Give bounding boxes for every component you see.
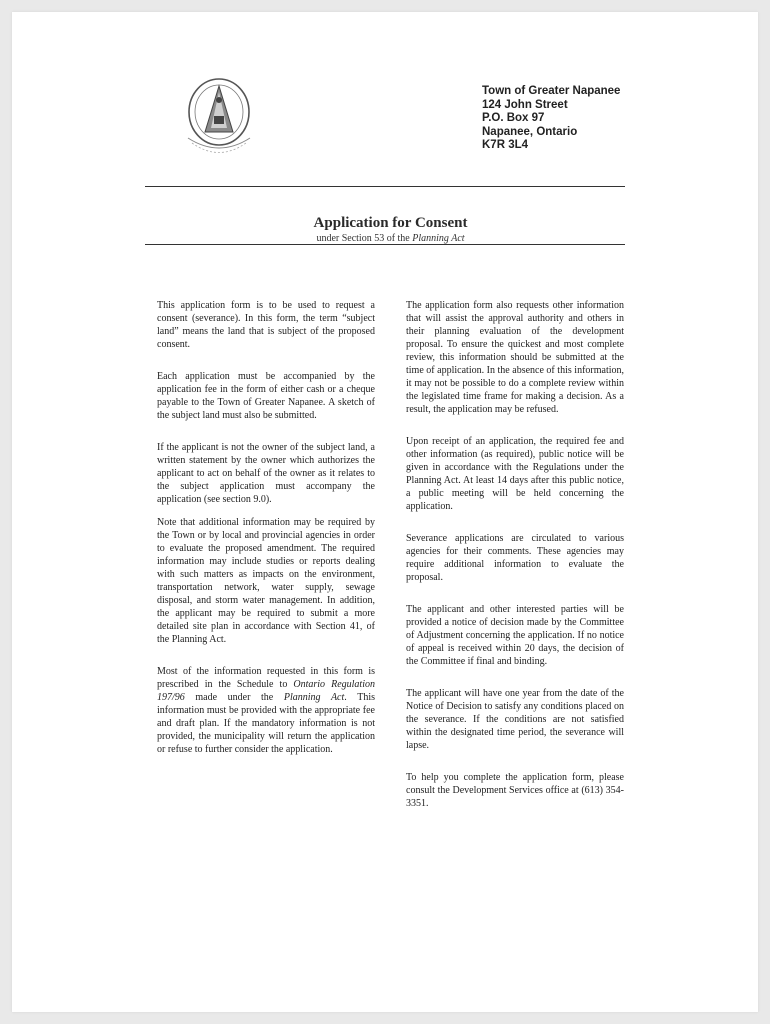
- paragraph: Severance applications are circulated to various agencies for their comments. These agencies may require additional information to evaluate the proposal.: [406, 533, 624, 583]
- act-name: Planning Act: [283, 692, 345, 703]
- subtitle-prefix: under Section 53 of the: [316, 233, 413, 244]
- paragraph: Note that additional information may be required by the Town or by local and provincial agencies in order to evaluate the proposed amendment. The required information may include studies or reports dealing with such matters as impacts on the environment, transportation network, water supply, sewage disposal, and storm water management. In addition, the applicant may be required to submit a more detailed site plan in accordance with Section 41, of the Planning Act.: [157, 517, 375, 645]
- paragraph: Upon receipt of an application, the required fee and other information (as required), public notice will be given in accordance with the Regulations under the Planning Act. At least 14 days after this public notice, a public meeting will be held concerning the application.: [406, 436, 624, 512]
- street-address: 124 John Street: [482, 98, 568, 111]
- po-box: P.O. Box 97: [482, 112, 545, 124]
- town-seal-icon: [174, 70, 264, 160]
- paragraph: To help you complete the application form, please consult the Development Services office at (613) 354-3351.: [406, 772, 624, 809]
- town-name: Town of Greater Napanee: [482, 85, 621, 97]
- header-divider-top: [145, 186, 625, 187]
- page-title: Application for Consent: [313, 215, 468, 231]
- page-subtitle: [157, 233, 624, 244]
- paragraph: If the applicant is not the owner of the subject land, a written statement by the owner which authorizes the applicant to act on behalf of the owner as it relates to the subject application must accompany the application (see section 9.0).: [157, 442, 375, 505]
- paragraph-regulation: [157, 665, 375, 756]
- left-column: [157, 299, 375, 766]
- paragraph: This application form is to be used to request a consent (severance). In this form, the term “subject land” means the land that is subject of the proposed consent.: [157, 300, 375, 350]
- document-page: [12, 12, 758, 1012]
- city-province: Napanee, Ontario: [482, 125, 578, 138]
- header-divider-bottom: [145, 244, 625, 245]
- text-run: made under the: [184, 692, 284, 703]
- town-address-block: [482, 85, 620, 153]
- paragraph: Each application must be accompanied by the application fee in the form of either cash or a cheque payable to the Town of Greater Napanee. A sketch of the subject land must also be submitted.: [157, 371, 375, 421]
- paragraph: The application form also requests other information that will assist the approval authority and others in their planning evaluation of the development proposal. To ensure the quickest and most complete review, this information should be submitted at the time of application. In the absence of this information, it may not be possible to do a complete review within the legislated time frame for making a decision. As a result, the application may be refused.: [406, 300, 624, 415]
- postal-code: K7R 3L4: [482, 139, 529, 151]
- text-run: Most of the information requested in this form is prescribed in the Schedule to: [157, 666, 375, 690]
- paragraph: The applicant will have one year from the date of the Notice of Decision to satisfy any conditions placed on the severance. If the conditions are not satisfied within the designated time period, the severance will lapse.: [406, 688, 624, 751]
- paragraph: The applicant and other interested parties will be provided a notice of decision made by the Committee of Adjustment concerning the application. If no notice of appeal is received within 20 days, the decision of the Committee if final and binding.: [406, 604, 624, 667]
- text-run: . This information must be provided with the appropriate fee and draft plan. If the mandatory information is not provided, the municipality will return the application or refuse to further consider the application.: [157, 692, 375, 755]
- right-column: [406, 299, 624, 820]
- subtitle-act: Planning Act: [412, 233, 465, 244]
- regulation-name: Ontario Regulation 197/96: [157, 679, 375, 703]
